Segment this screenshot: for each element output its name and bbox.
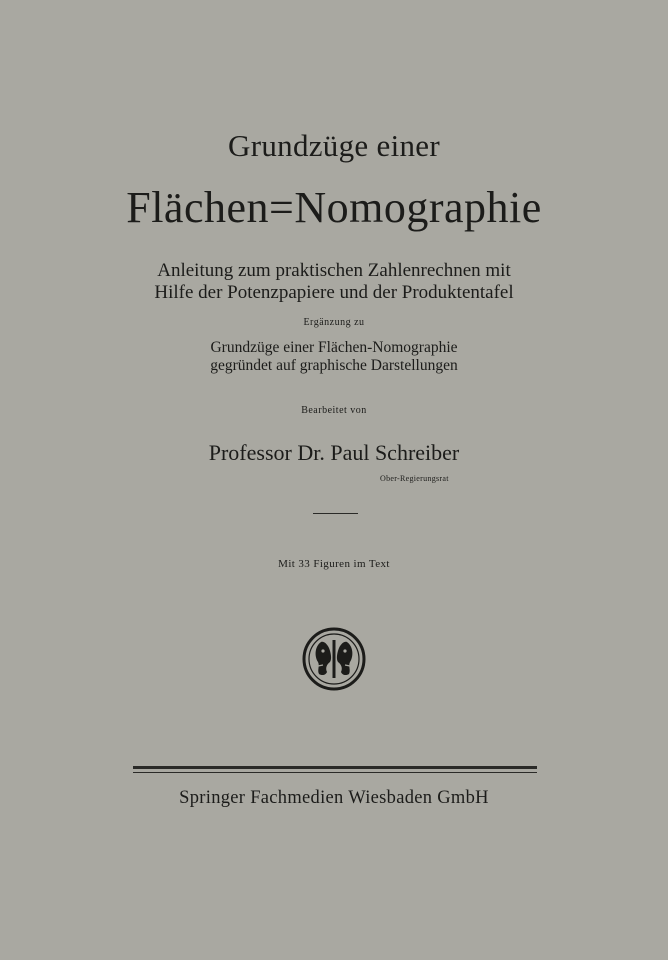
publisher-name: Springer Fachmedien Wiesbaden GmbH: [179, 788, 489, 808]
edited-by-label: Bearbeitet von: [301, 405, 367, 416]
publisher-divider-thin: [133, 772, 537, 773]
subtitle-line-2: Hilfe der Potenzpapiere und der Produktentafel: [154, 282, 514, 303]
short-divider: [313, 513, 358, 514]
author-name: Professor Dr. Paul Schreiber: [208, 440, 460, 465]
figures-note: Mit 33 Figuren im Text: [278, 558, 390, 570]
title-line-2: Flächen=Nomographie: [126, 183, 542, 232]
supplement-label: Ergänzung zu: [303, 317, 365, 328]
publisher-divider-thick: [133, 766, 537, 769]
springer-horse-head-seal-icon: [301, 626, 367, 692]
author-title: Ober-Regierungsrat: [380, 474, 449, 483]
supplement-line-1: Grundzüge einer Flächen-Nomographie: [210, 339, 458, 356]
title-line-1: Grundzüge einer: [228, 128, 440, 163]
subtitle-line-1: Anleitung zum praktischen Zahlenrechnen mit: [157, 260, 511, 281]
supplement-line-2: gegründet auf graphische Darstellungen: [210, 357, 458, 374]
